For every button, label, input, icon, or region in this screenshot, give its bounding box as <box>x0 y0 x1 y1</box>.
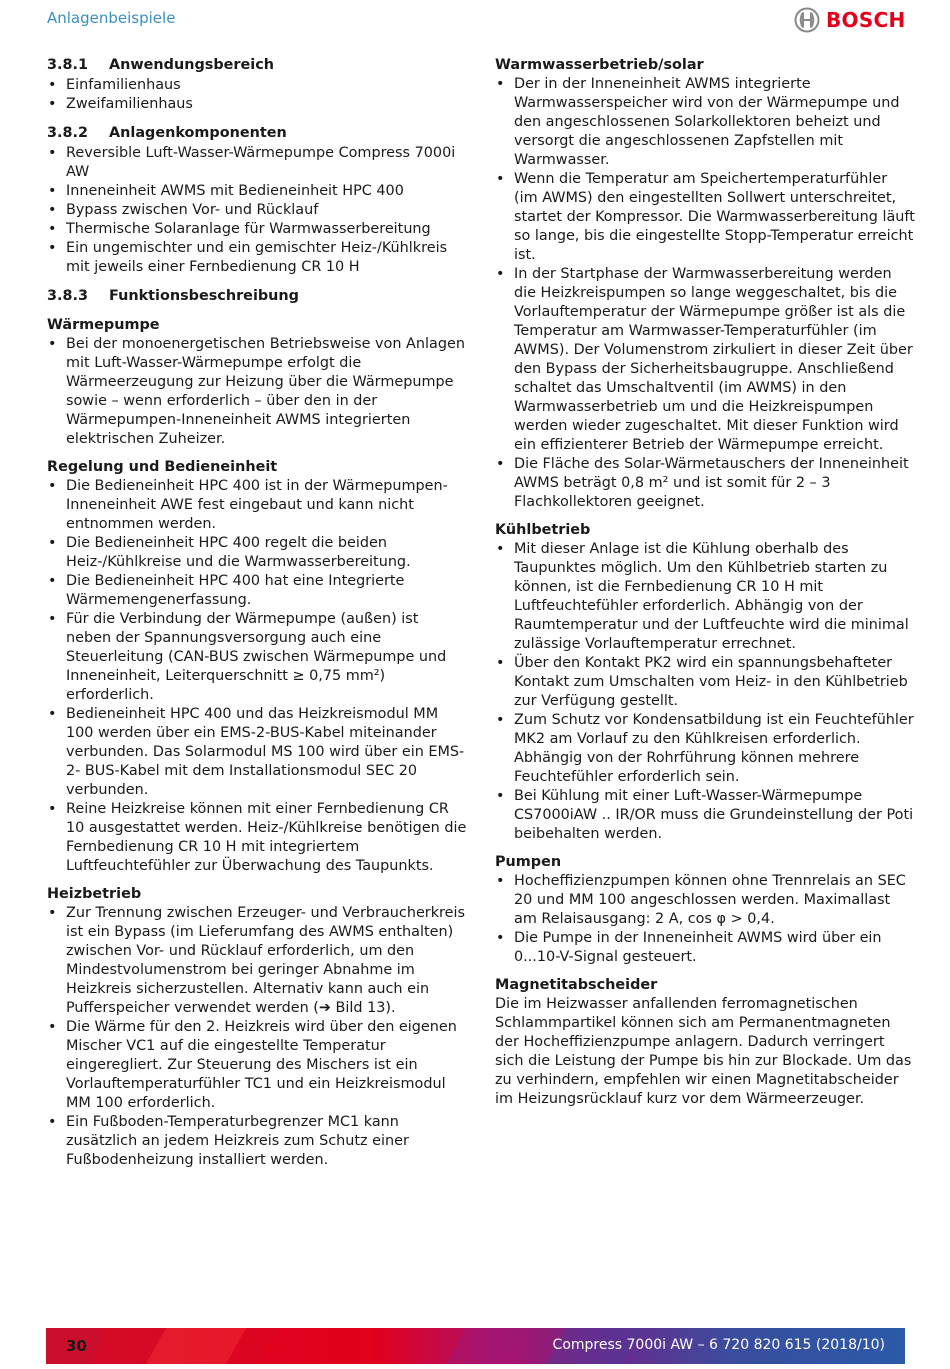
list-item: • Bypass zwischen Vor- und Rücklauf <box>47 201 467 220</box>
list-item: • Thermische Solaranlage für Warmwasserbereitung <box>47 220 467 239</box>
list-item: • Die Pumpe in der Inneneinheit AWMS wird über ein 0...10-V-Signal gesteuert. <box>495 929 915 967</box>
list-item: • Ein Fußboden-Temperaturbegrenzer MC1 kann zusätzlich an jedem Heizkreis zum Schutz einer Fußbodenheizung installiert werden. <box>47 1113 467 1170</box>
list-item: • Zweifamilienhaus <box>47 95 467 114</box>
list-item: • Die Bedieneinheit HPC 400 regelt die beiden Heiz-/Kühlkreise und die Warmwasserbereitung. <box>47 534 467 572</box>
application-list <box>47 76 467 114</box>
cooling-list <box>495 540 915 844</box>
control-list <box>47 477 467 876</box>
section-heading-3-8-1 <box>47 56 467 75</box>
subheading-regelung: Regelung und Bedieneinheit <box>47 459 278 475</box>
bosch-armature-icon <box>794 7 820 33</box>
list-item: • Die Bedieneinheit HPC 400 ist in der Wärmepumpen-Inneneinheit AWE fest eingebaut und kann nicht entnommen werden. <box>47 477 467 534</box>
subheading-waermepumpe: Wärmepumpe <box>47 317 160 333</box>
list-item: • Inneneinheit AWMS mit Bedieneinheit HPC 400 <box>47 182 467 201</box>
components-list <box>47 144 467 277</box>
left-column <box>47 56 467 1170</box>
page-number: 30 <box>66 1337 87 1355</box>
section-heading-3-8-2 <box>47 124 467 143</box>
list-item: • Zum Schutz vor Kondensatbildung ist ein Feuchtefühler MK2 am Vorlauf zu den Kühlkreisen erforderlich. Abhängig von der Rohrführung können mehrere Feuchtefühler erforderlich sein. <box>495 711 915 787</box>
header-title: Anlagenbeispiele <box>47 9 176 27</box>
section-title: Anlagenkomponenten <box>109 125 287 141</box>
subheading-pumpen: Pumpen <box>495 854 562 870</box>
list-item: • Reversible Luft-Wasser-Wärmepumpe Compress 7000i AW <box>47 144 467 182</box>
right-column <box>495 56 915 1109</box>
section-title: Anwendungsbereich <box>109 57 274 73</box>
brand-logo <box>794 7 906 33</box>
list-item: • Für die Verbindung der Wärmepumpe (außen) ist neben der Spannungsversorgung auch eine Steuerleitung (CAN-BUS zwischen Wärmepumpe und Inneneinheit, Leiterquerschnitt ≥ 0,75 mm²) erforderlich. <box>47 610 467 705</box>
list-item: • Zur Trennung zwischen Erzeuger- und Verbraucherkreis ist ein Bypass (im Lieferumfang des AWMS enthalten) zwischen Vor- und Rücklauf erforderlich, um den Mindestvolumenstrom bei geringer Abnahme im Heizkreis sicherzustellen. Alternativ kann auch ein Pufferspeicher verwendet werden (➔ Bild 13). <box>47 904 467 1018</box>
heatpump-list <box>47 335 467 449</box>
list-item: • Hocheffizienzpumpen können ohne Trennrelais an SEC 20 und MM 100 angeschlossen werden. Maximallast am Relaisausgang: 2 A, cos φ > 0,4. <box>495 872 915 929</box>
subheading-heizbetrieb: Heizbetrieb <box>47 886 142 902</box>
heating-list <box>47 904 467 1170</box>
list-item: • Wenn die Temperatur am Speichertemperaturfühler (im AWMS) den eingestellten Sollwert unterschreitet, startet der Kompressor. Die Warmwasserbereitung läuft so lange, bis die eingestellte Stopp-Temperatur erreicht ist. <box>495 170 915 265</box>
list-item: • Bei Kühlung mit einer Luft-Wasser-Wärmepumpe CS7000iAW .. IR/OR muss die Grundeinstellung der Poti beibehalten werden. <box>495 787 915 844</box>
list-item: • Die Bedieneinheit HPC 400 hat eine Integrierte Wärmemengenerfassung. <box>47 572 467 610</box>
list-item: • Bedieneinheit HPC 400 und das Heizkreismodul MM 100 werden über ein EMS-2-BUS-Kabel miteinander verbunden. Das Solarmodul MS 100 wird über ein EMS-2- BUS-Kabel mit dem Installationsmodul SEC 20 verbunden. <box>47 705 467 800</box>
brand-name: BOSCH <box>826 8 906 32</box>
list-item: • Die Fläche des Solar-Wärmetauschers der Inneneinheit AWMS beträgt 0,8 m² und ist somit für 2 – 3 Flachkollektoren geeignet. <box>495 455 915 512</box>
list-item: • Mit dieser Anlage ist die Kühlung oberhalb des Taupunktes möglich. Um den Kühlbetrieb starten zu können, ist die Fernbedienung CR 10 H mit Luftfeuchtefühler erforderlich. Abhängig von der Raumtemperatur und der Luftfeuchte wird die minimal zulässige Vorlauftemperatur errechnet. <box>495 540 915 654</box>
hotwater-list <box>495 75 915 512</box>
section-number: 3.8.2 <box>47 125 88 141</box>
section-number: 3.8.1 <box>47 57 88 73</box>
magnetite-paragraph: Die im Heizwasser anfallenden ferromagnetischen Schlammpartikel können sich am Permanentmagneten der Hocheffizienzpumpe anlagern. Dadurch verringert sich die Leistung der Pumpe bis hin zur Blockade. Um das zu verhindern, empfehlen wir einen Magnetitabscheider im Heizungsrücklauf kurz vor dem Wärmeerzeuger. <box>495 996 912 1107</box>
list-item: • Die Wärme für den 2. Heizkreis wird über den eigenen Mischer VC1 auf die eingestellte Temperatur eingeregliert. Zur Steuerung des Mischers ist ein Vorlauftemperaturfühler TC1 und ein Heizkreismodul MM 100 erforderlich. <box>47 1018 467 1113</box>
list-item: • Reine Heizkreise können mit einer Fernbedienung CR 10 ausgestattet werden. Heiz-/Kühlkreise benötigen die Fernbedienung CR 10 H mit integriertem Luftfeuchtefühler zur Überwachung des Taupunkts. <box>47 800 467 876</box>
document-id: Compress 7000i AW – 6 720 820 615 (2018/10) <box>552 1337 885 1353</box>
list-item: • In der Startphase der Warmwasserbereitung werden die Heizkreispumpen so lange weggeschaltet, bis die Vorlauftemperatur der Wärmepumpe größer ist als die Temperatur am Warmwasser-Temperaturfühler (im AWMS). Der Volumenstrom zirkuliert in dieser Zeit über den Bypass der Sicherheitsbaugruppe. Anschließend schaltet das Umschaltventil (im AWMS) in den Warmwasserbetrieb um und die Heizkreispumpen werden wieder zugeschaltet. Mit dieser Funktion wird ein effizienterer Betrieb der Wärmepumpe erreicht. <box>495 265 915 455</box>
section-number: 3.8.3 <box>47 288 88 304</box>
footer-bar <box>46 1328 905 1364</box>
list-item: • Über den Kontakt PK2 wird ein spannungsbehafteter Kontakt zum Umschalten vom Heiz- in den Kühlbetrieb zur Verfügung gestellt. <box>495 654 915 711</box>
subheading-magnetit: Magnetitabscheider <box>495 977 658 993</box>
list-item: • Einfamilienhaus <box>47 76 467 95</box>
list-item: • Bei der monoenergetischen Betriebsweise von Anlagen mit Luft-Wasser-Wärmepumpe erfolgt die Wärmeerzeugung zur Heizung über die Wärmepumpe sowie – wenn erforderlich – über den in der Wärmepumpen-Inneneinheit AWMS integrierten elektrischen Zuheizer. <box>47 335 467 449</box>
section-title: Funktionsbeschreibung <box>109 288 299 304</box>
section-heading-3-8-3 <box>47 287 467 306</box>
pumps-list <box>495 872 915 967</box>
subheading-kuehlbetrieb: Kühlbetrieb <box>495 522 591 538</box>
subheading-warmwasser: Warmwasserbetrieb/solar <box>495 57 704 73</box>
list-item: • Der in der Inneneinheit AWMS integrierte Warmwasserspeicher wird von der Wärmepumpe und den angeschlossenen Solarkollektoren beheizt und versorgt die angeschlossenen Zapfstellen mit Warmwasser. <box>495 75 915 170</box>
list-item: • Ein ungemischter und ein gemischter Heiz-/Kühlkreis mit jeweils einer Fernbedienung CR 10 H <box>47 239 467 277</box>
